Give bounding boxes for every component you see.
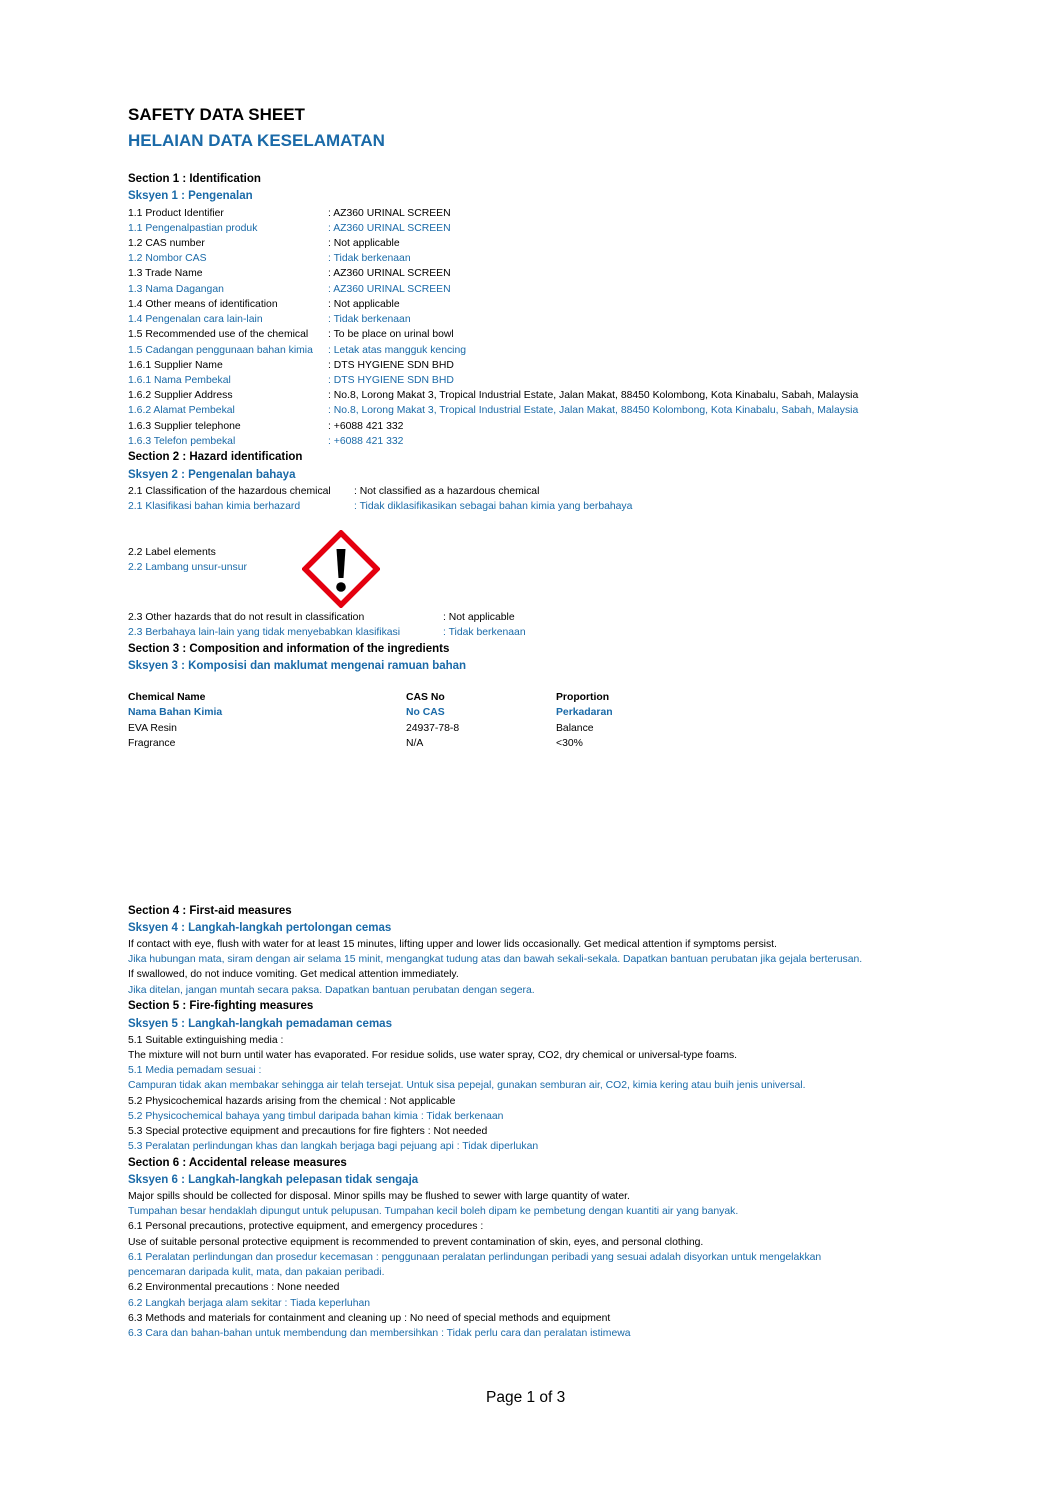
s2-class-value-ms: : Tidak diklasifikasikan sebagai bahan kimia yang berbahaya: [354, 501, 633, 512]
s1-label: 1.6.2 Alamat Pembekal: [128, 405, 235, 416]
s4-line: If swallowed, do not induce vomiting. Get medical attention immediately.: [128, 969, 459, 980]
section-1-heading-ms: Sksyen 1 : Pengenalan: [128, 190, 253, 202]
table-cell: Fragrance: [128, 738, 176, 749]
s5-line: Campuran tidak akan membakar sehingga air telah tersejat. Untuk sisa pepejal, gunakan semburan air, CO2, kimia kering atau buih jenis universal.: [128, 1080, 806, 1091]
s2-other-value: : Not applicable: [443, 612, 515, 623]
table-header-proportion: Proportion: [556, 692, 610, 703]
s6-line: Tumpahan besar hendaklah dipungut untuk pelupusan. Tumpahan kecil boleh dipam ke pembetung dengan kuantiti air yang banyak.: [128, 1206, 739, 1217]
s1-label: 1.1 Product Identifier: [128, 208, 224, 219]
s1-value: : Tidak berkenaan: [328, 314, 411, 325]
s2-class-label: 2.1 Classification of the hazardous chemical: [128, 486, 331, 497]
s1-label: 1.5 Recommended use of the chemical: [128, 329, 309, 340]
section-5-heading: Section 5 : Fire-fighting measures: [128, 1000, 314, 1012]
table-cell: Balance: [556, 723, 594, 734]
s1-value: : AZ360 URINAL SCREEN: [328, 208, 451, 219]
section-2-heading: Section 2 : Hazard identification: [128, 451, 303, 463]
s2-label-elements-ms: 2.2 Lambang unsur-unsur: [128, 562, 247, 573]
s1-label: 1.4 Pengenalan cara lain-lain: [128, 314, 263, 325]
s1-value: : AZ360 URINAL SCREEN: [328, 268, 451, 279]
s1-value: : Not applicable: [328, 238, 400, 249]
s2-other-label: 2.3 Other hazards that do not result in classification: [128, 612, 365, 623]
s5-line: 5.1 Suitable extinguishing media :: [128, 1035, 284, 1046]
s1-label: 1.2 Nombor CAS: [128, 253, 207, 264]
table-cell: <30%: [556, 738, 583, 749]
section-6-heading-ms: Sksyen 6 : Langkah-langkah pelepasan tidak sengaja: [128, 1174, 419, 1186]
table-header-cas-no-ms: No CAS: [406, 707, 445, 718]
s1-value: : +6088 421 332: [328, 421, 404, 432]
s6-line: 6.3 Methods and materials for containment and cleaning up : No need of special methods and equipment: [128, 1313, 611, 1324]
s1-value: : DTS HYGIENE SDN BHD: [328, 360, 454, 371]
s1-value: : To be place on urinal bowl: [328, 329, 454, 340]
section-5-heading-ms: Sksyen 5 : Langkah-langkah pemadaman cemas: [128, 1018, 392, 1030]
table-header-proportion-ms: Perkadaran: [556, 707, 613, 718]
doc-title: SAFETY DATA SHEET: [128, 105, 305, 124]
s1-label: 1.6.1 Supplier Name: [128, 360, 223, 371]
table-cell: EVA Resin: [128, 723, 177, 734]
s1-label: 1.5 Cadangan penggunaan bahan kimia: [128, 345, 313, 356]
doc-title-ms: HELAIAN DATA KESELAMATAN: [128, 131, 385, 150]
s1-value: : DTS HYGIENE SDN BHD: [328, 375, 454, 386]
s4-line: If contact with eye, flush with water for at least 15 minutes, lifting upper and lower lids occasionally. Get medical attention if symptoms persist.: [128, 939, 777, 950]
s1-label: 1.1 Pengenalpastian produk: [128, 223, 258, 234]
s1-value: : AZ360 URINAL SCREEN: [328, 223, 451, 234]
table-cell: 24937-78-8: [406, 723, 460, 734]
table-cell: N/A: [406, 738, 424, 749]
section-4-heading-ms: Sksyen 4 : Langkah-langkah pertolongan cemas: [128, 922, 392, 934]
section-6-heading: Section 6 : Accidental release measures: [128, 1157, 347, 1169]
section-4-heading: Section 4 : First-aid measures: [128, 905, 292, 917]
section-3-heading-ms: Sksyen 3 : Komposisi dan maklumat mengenai ramuan bahan: [128, 660, 467, 672]
s5-line: The mixture will not burn until water has evaporated. For residue solids, use water spray, CO2, dry chemical or universal-type foams.: [128, 1050, 738, 1061]
s5-line: 5.3 Special protective equipment and precautions for fire fighters : Not needed: [128, 1126, 488, 1137]
s1-value: : No.8, Lorong Makat 3, Tropical Industrial Estate, Jalan Makat, 88450 Kolombong, Kota Kinabalu, Sabah, Malaysia: [328, 390, 859, 401]
table-header-chemical-name-ms: Nama Bahan Kimia: [128, 707, 223, 718]
page-number: Page 1 of 3: [486, 1389, 566, 1406]
s1-value: : +6088 421 332: [328, 436, 404, 447]
s5-line: 5.1 Media pemadam sesuai :: [128, 1065, 262, 1076]
s1-label: 1.6.3 Telefon pembekal: [128, 436, 236, 447]
s1-value: : Not applicable: [328, 299, 400, 310]
section-2-heading-ms: Sksyen 2 : Pengenalan bahaya: [128, 469, 296, 481]
section-1-heading: Section 1 : Identification: [128, 173, 261, 185]
s1-value: : Tidak berkenaan: [328, 253, 411, 264]
s5-line: 5.3 Peralatan perlindungan khas dan langkah berjaga bagi pejuang api : Tidak diperlukan: [128, 1141, 539, 1152]
s4-line: Jika ditelan, jangan muntah secara paksa. Dapatkan bantuan perubatan dengan segera.: [128, 985, 535, 996]
s1-label: 1.6.2 Supplier Address: [128, 390, 233, 401]
s1-label: 1.3 Nama Dagangan: [128, 284, 224, 295]
s2-class-label-ms: 2.1 Klasifikasi bahan kimia berhazard: [128, 501, 301, 512]
s2-other-label-ms: 2.3 Berbahaya lain-lain yang tidak menyebabkan klasifikasi: [128, 627, 401, 638]
s2-label-elements: 2.2 Label elements: [128, 547, 216, 558]
s6-line: 6.1 Personal precautions, protective equipment, and emergency procedures :: [128, 1221, 484, 1232]
s1-label: 1.3 Trade Name: [128, 268, 203, 279]
s6-line: 6.2 Environmental precautions : None needed: [128, 1282, 340, 1293]
s6-line: 6.1 Peralatan perlindungan dan prosedur kecemasan : penggunaan peralatan perlindungan peribadi yang sesuai adalah disyorkan untuk mengelakkan: [128, 1252, 822, 1263]
s6-line: Use of suitable personal protective equipment is recommended to prevent contamination of skin, eyes, and personal clothing.: [128, 1237, 704, 1248]
s6-line: 6.2 Langkah berjaga alam sekitar : Tiada keperluhan: [128, 1298, 371, 1309]
s1-value: : Letak atas mangguk kencing: [328, 345, 467, 356]
s6-line: 6.3 Cara dan bahan-bahan untuk membendung dan membersihkan : Tidak perlu cara dan peralatan istimewa: [128, 1328, 631, 1339]
s1-label: 1.6.1 Nama Pembekal: [128, 375, 231, 386]
s5-line: 5.2 Physicochemical bahaya yang timbul daripada bahan kimia : Tidak berkenaan: [128, 1111, 504, 1122]
s1-value: : AZ360 URINAL SCREEN: [328, 284, 451, 295]
s2-other-value-ms: : Tidak berkenaan: [443, 627, 526, 638]
table-header-cas-no: CAS No: [406, 692, 445, 703]
section-3-heading: Section 3 : Composition and information of the ingredients: [128, 643, 450, 655]
s1-label: 1.6.3 Supplier telephone: [128, 421, 241, 432]
s1-label: 1.2 CAS number: [128, 238, 205, 249]
s1-value: : No.8, Lorong Makat 3, Tropical Industrial Estate, Jalan Makat, 88450 Kolombong, Kota Kinabalu, Sabah, Malaysia: [328, 405, 859, 416]
table-header-chemical-name: Chemical Name: [128, 692, 206, 703]
s6-line: Major spills should be collected for disposal. Minor spills may be flushed to sewer with large quantity of water.: [128, 1191, 630, 1202]
s6-line: pencemaran daripada kulit, mata, dan pakaian peribadi.: [128, 1267, 385, 1278]
ghs-exclamation-mark-icon: [302, 530, 380, 608]
s5-line: 5.2 Physicochemical hazards arising from the chemical : Not applicable: [128, 1096, 456, 1107]
s1-label: 1.4 Other means of identification: [128, 299, 278, 310]
s2-class-value: : Not classified as a hazardous chemical: [354, 486, 540, 497]
s4-line: Jika hubungan mata, siram dengan air selama 15 minit, mengangkat tudung atas dan bawah sekali-sekala. Dapatkan bantuan perubatan jika gejala berterusan.: [128, 954, 863, 965]
